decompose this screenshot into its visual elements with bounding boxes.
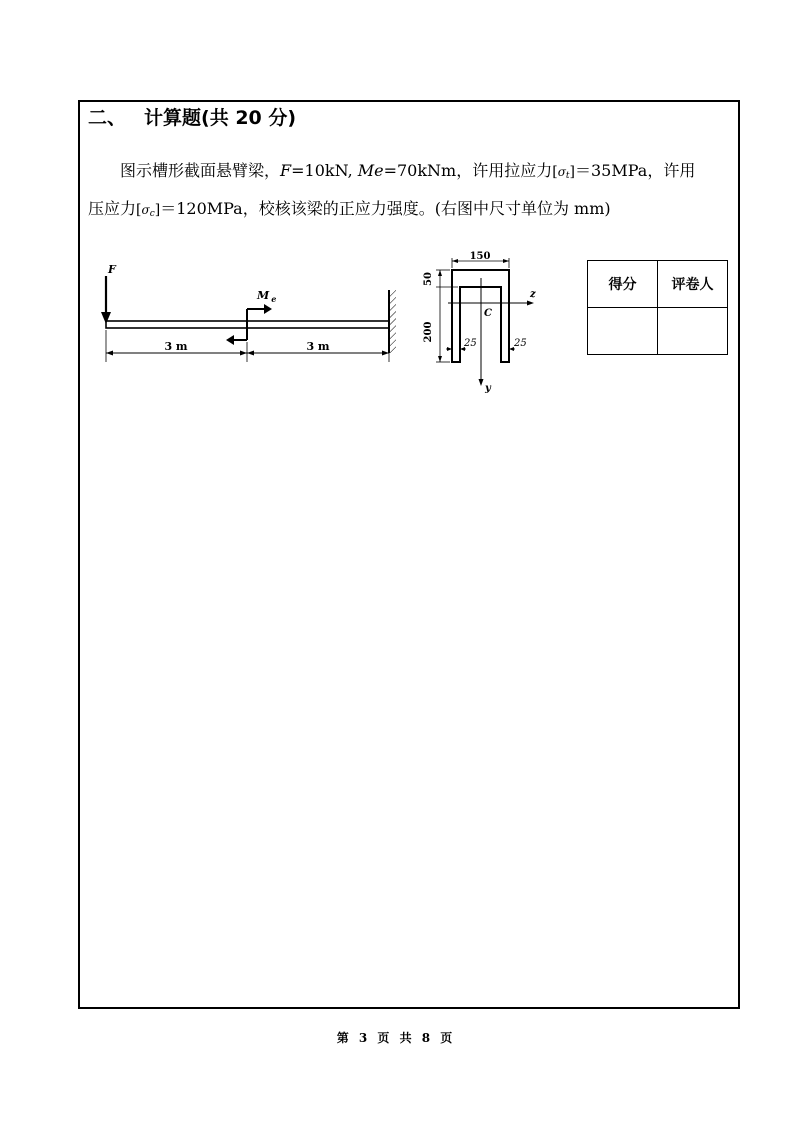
score-cell[interactable] bbox=[588, 308, 658, 355]
tension-allowable: ＝35MPa，许用 bbox=[575, 161, 696, 180]
y-axis-label: y bbox=[485, 383, 491, 394]
grader-cell[interactable] bbox=[658, 308, 728, 355]
score-header: 得分 bbox=[588, 261, 658, 308]
z-axis-label: z bbox=[530, 289, 536, 300]
problem-intro: 图示槽形截面悬臂梁， bbox=[120, 161, 281, 180]
sigma-t: σ bbox=[557, 165, 566, 179]
force-label: F bbox=[108, 263, 116, 276]
compression-allowable: ＝120MPa，校核该梁的正应力强度。(右图中尺寸单位为 mm) bbox=[160, 199, 611, 218]
page-footer: 第 3 页 共 8 页 bbox=[336, 1031, 456, 1045]
problem-line-2: 压应力$[\sigma_c]=120MPa$，校核该梁的正应力强度。(右图中尺寸单位为 mm) bbox=[88, 199, 611, 219]
top-dim-label: 50 bbox=[423, 272, 434, 286]
wall-left-label: 25 bbox=[464, 338, 477, 349]
span-left-label: 3 m bbox=[164, 340, 188, 353]
compression-label: 压应力 bbox=[88, 199, 137, 218]
force-value: =10kN, bbox=[291, 161, 358, 180]
sigma-c: σ bbox=[141, 203, 150, 217]
height-dim-label: 200 bbox=[423, 321, 434, 343]
wall-right-label: 25 bbox=[514, 338, 527, 349]
problem-line-1: 图示槽形截面悬臂梁，F=10kN, Me=70kNm，许用拉应力$[\sigma_t]=35MPa$，许用 bbox=[120, 161, 696, 181]
moment-label: M $_e$ bbox=[257, 289, 277, 304]
section-number: 二、 bbox=[88, 107, 127, 129]
sigma-c-subscript: c bbox=[149, 209, 155, 219]
score-table bbox=[587, 260, 728, 355]
span-right-label: 3 m bbox=[306, 340, 330, 353]
moment-value: =70kNm，许用拉应力 bbox=[383, 161, 553, 180]
grader-header: 评卷人 bbox=[658, 261, 728, 308]
moment-symbol: Me bbox=[357, 161, 384, 180]
width-dim-label: 150 bbox=[469, 251, 491, 262]
sigma-t-subscript: t bbox=[565, 171, 570, 181]
force-symbol: F bbox=[280, 161, 292, 180]
centroid-label: C bbox=[484, 308, 492, 319]
section-title: 计算题(共 20 分) bbox=[144, 107, 297, 129]
